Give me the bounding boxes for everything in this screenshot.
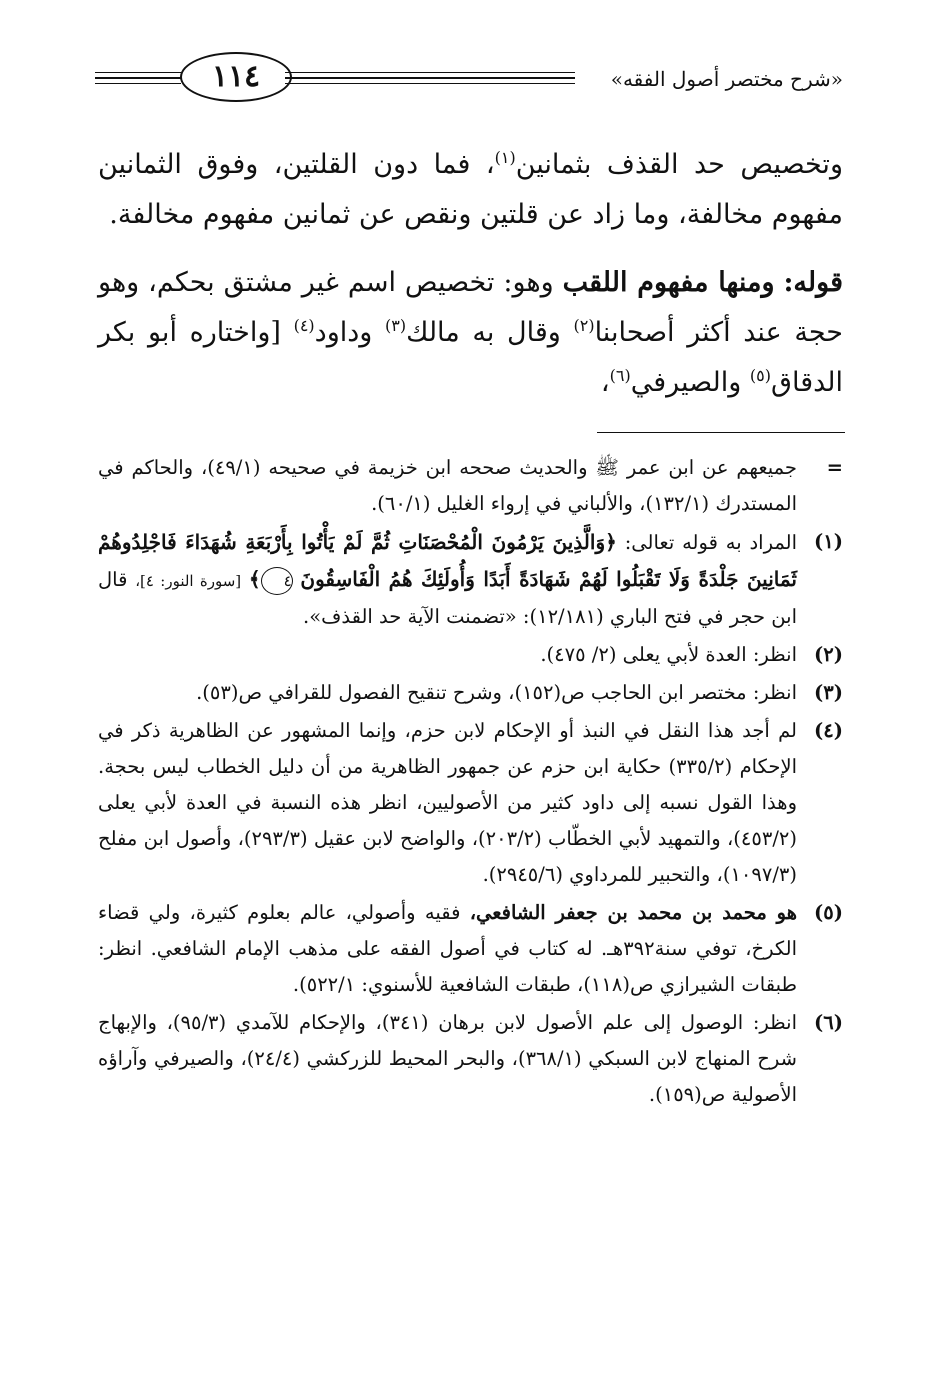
section-heading: ومنها مفهوم اللقب xyxy=(562,267,775,298)
footnote-number: = xyxy=(826,456,843,479)
footnote-text: قال ابن حجر في فتح الباري (١٢/١٨١): «تضمنت الآية حد القذف». xyxy=(98,568,797,628)
lead-word: قوله: xyxy=(783,267,843,298)
footnote-ref: (١) xyxy=(494,148,516,167)
book-title: «شرح مختصر أصول الفقه» xyxy=(610,67,843,91)
footnote-continuation xyxy=(98,450,843,522)
text: [واختاره أبو بكر الدقاق xyxy=(98,317,843,398)
footnote-number: (١) xyxy=(814,530,843,553)
footnote-ref: (٥) xyxy=(749,366,772,385)
footnote-text: انظر: العدة لأبي يعلى (٢/ ٤٧٥). xyxy=(540,643,797,666)
footnote-ref: (٦) xyxy=(609,366,631,385)
ayah-number: ٤ xyxy=(261,567,293,595)
page-header xyxy=(95,46,843,116)
footnote-6 xyxy=(98,1005,843,1113)
text: ، فما دون القلتين، وفوق الثمانين مفهوم مخالفة، وما زاد عن قلتين ونقص عن ثمانين مفهوم مخالفة. xyxy=(98,149,843,230)
footnote-bold-name: هو محمد بن محمد بن جعفر الشافعي، xyxy=(469,901,797,924)
footnote-1 xyxy=(98,524,843,635)
footnote-text: فقيه وأصولي، عالم بعلوم كثيرة، ولي قضاء الكرخ، توفي سنة٣٩٢هـ. له كتاب في أصول الفقه على مذهب الإمام الشافعي. انظر: طبقات الشيرازي ص(١١٨)، طبقات الشافعية للأسنوي: ٥٢٢/١). xyxy=(98,901,797,996)
footnote-2 xyxy=(98,637,843,673)
footnote-text: المراد به قوله تعالى: xyxy=(624,531,797,554)
text: وداود xyxy=(314,317,373,348)
header-rule xyxy=(285,77,575,79)
footnote-number: (٦) xyxy=(814,1011,843,1034)
paragraph-2 xyxy=(98,258,843,408)
quran-verse: ﴿وَالَّذِينَ يَرْمُونَ الْمُحْصَنَاتِ ثُمَّ لَمْ يَأْتُوا بِأَرْبَعَةِ شُهَدَاءَ فَاجْلِدُوهُمْ ثَمَانِينَ جَلْدَةً وَلَا تَقْبَلُوا لَهُمْ شَهَادَةً أَبَدًا وَأُولَئِكَ هُمُ الْفَاسِقُونَ xyxy=(98,530,797,591)
text: ، xyxy=(600,367,610,398)
footnote-number: (٣) xyxy=(814,681,843,704)
footnote-ref: (٣) xyxy=(384,316,407,335)
footnote-ref: (٢) xyxy=(573,316,595,335)
footnote-ref: (٤) xyxy=(293,316,315,335)
text: وقال به مالك xyxy=(406,317,561,348)
footnote-4 xyxy=(98,713,843,893)
header-rule-left xyxy=(95,77,181,79)
footnote-number: (٢) xyxy=(814,643,843,666)
quran-close: ﴾ xyxy=(248,567,261,591)
page-number: ١١٤ xyxy=(180,52,292,102)
footnotes xyxy=(98,450,843,1113)
footnote-text: لم أجد هذا النقل في النبذ أو الإحكام لابن حزم، وإنما المشهور عن الظاهرية ذكر في الإحكام (٣٣٥/٢) حكاية ابن حزم عن جمهور الظاهرية من أن دليل الخطاب ليس بحجة. وهذا القول نسبه إلى داود كثير من الأصوليين، انظر هذه النسبة في العدة لأبي يعلى (٤٥٣/٢)، والتمهيد لأبي الخطّاب (٢٠٣/٢)، والواضح لابن عقيل (٢٩٣/٣)، وأصول ابن مفلح (١٠٩٧/٣)، والتحبير للمرداوي (٢٩٤٥/٦). xyxy=(98,719,797,886)
footnote-text: جميعهم عن ابن عمر ﷺ والحديث صححه ابن خزيمة في صحيحه (٤٩/١)، والحاكم في المستدرك (١٣٢/١)، والألباني في إرواء الغليل (٦٠/١). xyxy=(98,456,797,515)
footnote-text: انظر: الوصول إلى علم الأصول لابن برهان (٣٤١)، والإحكام للآمدي (٩٥/٣)، والإبهاج شرح المنهاج لابن السبكي (٣٦٨/١)، والبحر المحيط للزركشي (٢٤/٤)، والصيرفي وآراؤه الأصولية ص(١٥٩). xyxy=(98,1011,798,1106)
footnote-3 xyxy=(98,675,843,711)
footnote-number: (٤) xyxy=(814,719,843,742)
footnote-separator xyxy=(597,432,845,433)
paragraph-1 xyxy=(98,140,843,240)
verse-source: [سورة النور: ٤]، xyxy=(135,572,242,590)
text: وهو: تخصيص اسم غير مشتق بحكم، وهو حجة عند أكثر أصحابنا xyxy=(98,267,843,348)
text: والصيرفي xyxy=(630,367,742,398)
text: وتخصيص حد القذف بثمانين xyxy=(515,149,843,180)
footnote-text: انظر: مختصر ابن الحاجب ص(١٥٢)، وشرح تنقيح الفصول للقرافي ص(٥٣). xyxy=(196,681,797,704)
footnote-5 xyxy=(98,895,843,1003)
footnote-number: (٥) xyxy=(814,901,843,924)
